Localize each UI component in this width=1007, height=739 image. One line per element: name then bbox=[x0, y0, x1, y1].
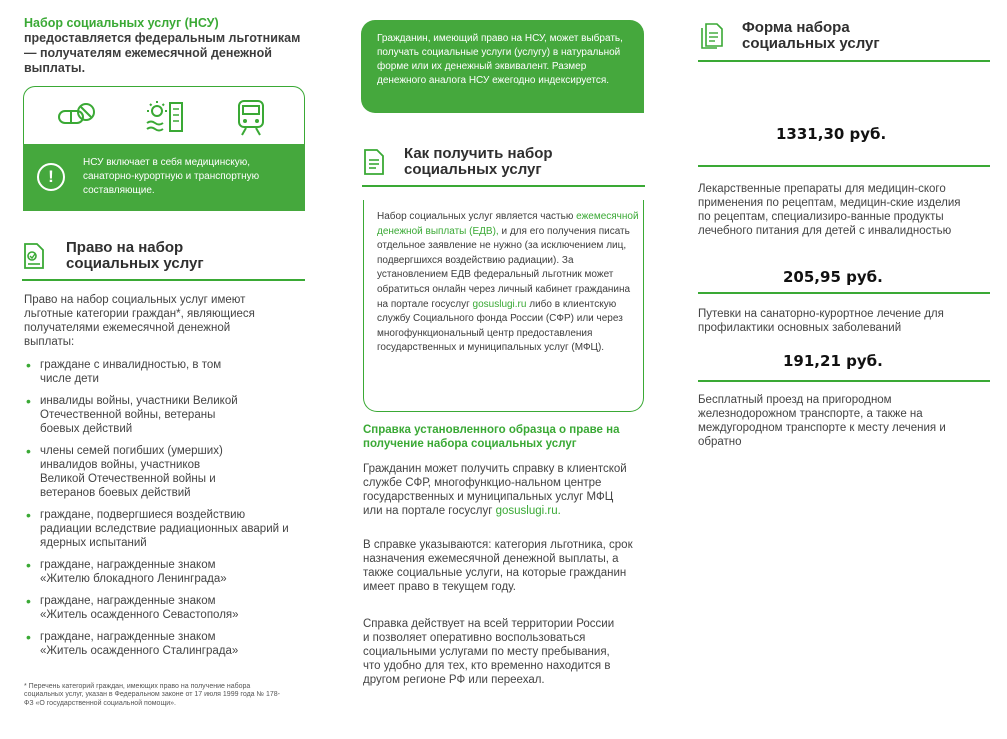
list-item: • граждане, награжденные знаком «Житель осажденного Сталинграда» bbox=[24, 630, 264, 658]
divider bbox=[22, 279, 305, 281]
list-item: • инвалиды войны, участники Великой Отечественной войны, ветераны боевых действий bbox=[24, 394, 254, 436]
edv-info-box bbox=[363, 200, 644, 412]
edv-text-part: За установлением ЕДВ федеральный льготник может обратиться онлайн через личный кабинет гражданина на портале госуслуг bbox=[377, 254, 631, 310]
price-transport: 191,21 руб. bbox=[783, 352, 883, 370]
category-list bbox=[24, 358, 314, 666]
certificate-text-1 bbox=[363, 462, 628, 518]
footnote: * Перечень категорий граждан, имеющих право на получение набора социальных услуг, указан в Федеральном законе от 17 июля 1999 года № 178-ФЗ «О государственной социальной помощи». bbox=[24, 683, 280, 707]
list-item: • члены семей погибших (умерших) инвалидов войны, участников Великой Отечественной войны и ветеранов боевых действий bbox=[24, 444, 239, 500]
nsu-notice-box bbox=[23, 144, 305, 211]
pill-icon bbox=[56, 99, 98, 133]
document-check-icon bbox=[22, 242, 46, 270]
services-icon-box bbox=[23, 86, 305, 144]
price-medicine: 1331,30 руб. bbox=[776, 125, 887, 143]
cert-text-part: Гражданин может получить справку в клиентской службе СФР, многофункцио-нальном центре государственных и муниципальных услуг МФЦ или на портале госуслуг bbox=[363, 463, 627, 517]
intro-rest: предоставляется федеральным льготникам — получателям ежемесячной денежной выплаты. bbox=[24, 31, 301, 75]
train-icon bbox=[234, 99, 268, 137]
divider bbox=[698, 380, 990, 382]
edv-text-part: и для его получения писать отдельное заявление не нужно (за исключением лиц, подвергшихся воздействию радиации). bbox=[377, 225, 630, 266]
divider bbox=[698, 60, 990, 62]
section-title-form: Форма набора социальных услуг bbox=[742, 19, 880, 52]
section-heading-form bbox=[700, 20, 932, 52]
list-item: • граждане с инвалидностью, в том числе дети bbox=[24, 358, 224, 386]
price-sanatorium: 205,95 руб. bbox=[783, 268, 883, 286]
service-sanatorium: Путевки на санаторно-курортное лечение для профилактики основных заболеваний bbox=[698, 308, 944, 334]
edv-text-part: либо в клиентскую службу Социального фонда России (СФР) или через многофункциональный центр предоставления государственных и муниципальных услуг (МФЦ). bbox=[377, 298, 623, 354]
certificate-text-2: В справке указываются: категория льготника, срок назначения ежемесячной денежной выплаты, а также социальные услуги, на которые гражданин имеет право в текущем году. bbox=[363, 539, 633, 593]
choice-text: Гражданин, имеющий право на НСУ, может выбрать, получать социальные услуги (услугу) в натуральной форме или их денежный эквивалент. Размер денежного аналога НСУ ежегодно индексируется. bbox=[377, 33, 623, 86]
service-transport: Бесплатный проезд на пригородном железнодорожном транспорте, а также на междугородном транспорте к месту лечения и обратно bbox=[698, 394, 946, 448]
gosuslugi-link[interactable]: gosuslugi.ru. bbox=[495, 505, 561, 517]
section-heading-rights bbox=[22, 240, 236, 272]
service-medicine: Лекарственные препараты для медицин-ского применения по рецептам, медицин-ские изделия по рецептам, специализиро-ванные продукты лечебного питания для детей с инвалидностью bbox=[698, 183, 961, 237]
edv-text-part: Набор социальных услуг является частью bbox=[377, 211, 574, 222]
section-heading-how bbox=[362, 146, 584, 178]
edv-link[interactable]: ежемесячной денежной выплаты (ЕДВ), bbox=[377, 211, 639, 237]
exclamation-icon: ! bbox=[37, 163, 65, 191]
list-item: • граждане, награжденные знаком «Жителю блокадного Ленинграда» bbox=[24, 558, 264, 586]
certificate-title: Справка установленного образца о праве на получение набора социальных услуг bbox=[363, 424, 620, 450]
sanatorium-icon bbox=[145, 99, 185, 135]
intro-text bbox=[24, 16, 314, 76]
edv-info-text bbox=[377, 210, 639, 356]
divider bbox=[362, 185, 645, 187]
choice-box bbox=[361, 20, 644, 113]
section-title-how: Как получить набор социальных услуг bbox=[404, 145, 553, 178]
nsu-notice-text: НСУ включает в себя медицинскую, санаторно-курортную и транспортную составляющие. bbox=[83, 157, 260, 196]
intro-highlight: Набор социальных услуг (НСУ) bbox=[24, 16, 219, 30]
document-icon bbox=[362, 148, 386, 176]
certificate-text-3: Справка действует на всей территории России и позволяет оперативно воспользоваться социальными услугами по месту пребывания, что удобно для тех, кто временно находится в другом регионе РФ или переехал. bbox=[363, 618, 615, 686]
rights-intro: Право на набор социальных услуг имеют льготные категории граждан*, являющиеся получателями ежемесячной денежной выплаты: bbox=[24, 294, 255, 348]
divider bbox=[698, 292, 990, 294]
gosuslugi-link[interactable]: gosuslugi.ru bbox=[472, 298, 527, 310]
list-item: • граждане, подвергшиеся воздействию радиации вследствие радиационных аварий и ядерных испытаний bbox=[24, 508, 299, 550]
divider bbox=[698, 165, 990, 167]
section-title-rights: Право на набор социальных услуг bbox=[66, 239, 204, 272]
list-item: • граждане, награжденные знаком «Житель осажденного Севастополя» bbox=[24, 594, 264, 622]
documents-icon bbox=[700, 22, 724, 50]
